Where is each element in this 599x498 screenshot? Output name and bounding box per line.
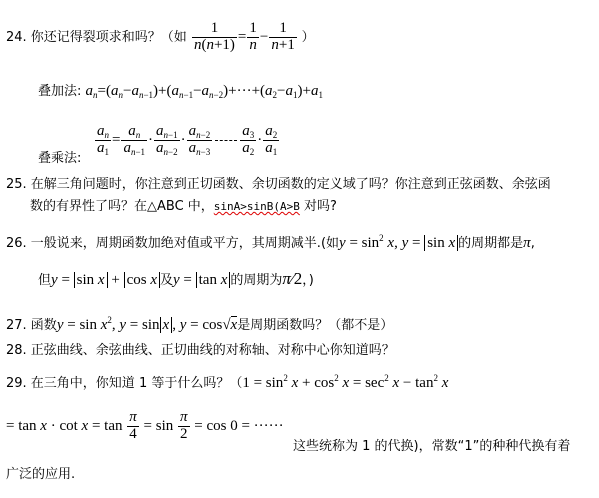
item-26-text-c: 但 <box>38 273 52 288</box>
item-28: 28. 正弦曲线、余弦曲线、正切曲线的对称轴、对称中心你知道吗？ <box>6 343 395 358</box>
item-27 <box>6 316 393 333</box>
item-27-text-b: 是周期函数吗？（都不是） <box>237 318 394 333</box>
item-25-line2 <box>30 200 337 213</box>
item-29-line1 <box>6 374 448 391</box>
item-24-text: 24. 你还记得裂项求和吗？（如 <box>6 29 187 45</box>
item-25-inequality: sinA>sinB(A>B <box>213 200 300 213</box>
item-26-text-a: 26. 一般说来，周期函数加绝对值或平方，其周期减半.(如 <box>6 236 340 251</box>
item-26-text-f: ，) <box>302 273 314 288</box>
item-24 <box>6 21 315 61</box>
item-25-line1: 25. 在解三角问题时，你注意到正切函数、余切函数的定义域了吗？你注意到正弦函数、余弦函 <box>6 177 551 192</box>
item-26-text-b: 的周期都是 <box>458 236 524 251</box>
item-29-formula-2: = tan x · cot x = tan $\frac{\pi}{4}$ = sin $\frac{\pi}{2}$ = cos 0 = ······ <box>6 409 284 442</box>
item-29-line3: 广泛的应用. <box>6 467 76 482</box>
item-26-line2 <box>38 270 314 298</box>
adding-formula: $a_n=(a_n-a_{n-1})+(a_{n-1}-a_{n-2})+\cdot\cdot\cdot+(a_2-a_1)+a_1$ <box>85 83 323 100</box>
telescoping-formula: $\frac{1}{n(n+1)}$ = $\frac{1}{n}$ − $\frac{1}{n+1}$ <box>193 20 295 53</box>
item-26-text-d: 及 <box>159 273 173 288</box>
item-27-text-a: 27. 函数 <box>6 318 57 333</box>
item-26-line1: 26. 一般说来，周期函数加绝对值或平方，其周期减半.(如$y = \sin^2 x$, y = sin x 的周期都是π, <box>6 233 535 251</box>
item-25-question: 对吗? <box>299 199 337 214</box>
item-25-line2-text: 数的有界性了吗？在△ABC 中， <box>30 199 214 214</box>
item-26-formula-2: y = sin x + cos x <box>51 272 160 288</box>
item-29-line2 <box>6 410 284 454</box>
adding-method <box>38 84 323 100</box>
multiplying-formula: $\frac{a_n}{a_1}$ = $\frac{a_n}{a_{n-1}}$ · $\frac{a_{n-1}}{a_{n-2}}$ · $\frac{a_{n-2}}{a_{n-3}}$ $\frac{a_3}{a_2}$ · $\frac{a_2}{a_1}$ <box>97 123 278 158</box>
item-29-text-a: 29. 在三角中，你知道 1 等于什么吗？（ <box>6 376 243 391</box>
item-29-formula-1: $1 = \sin^2 x + \cos^2 x = \sec^2 x - \tan^2 x$ <box>242 373 449 391</box>
item-24-close: ） <box>301 29 315 45</box>
pi-over-2: π⁄2 <box>282 269 303 288</box>
item-26-formula-3: y = tan x <box>173 272 230 288</box>
item-29-trail: 这些统称为 1 的代换)，常数“1”的种种代换有着 <box>293 439 571 454</box>
multiplying-label: 叠乘法: <box>38 151 82 166</box>
item-27-formula: $y = \sin x^2$, y = sin x , y = cos√x <box>56 315 238 333</box>
pi-symbol: π <box>523 235 531 251</box>
item-26-formula-1: $y = \sin^2 x$, y = sin x <box>339 235 458 251</box>
adding-label: 叠加法: <box>38 84 82 99</box>
item-26-text-e: 的周期为 <box>230 273 283 288</box>
multiplying-formula-row <box>94 124 280 158</box>
